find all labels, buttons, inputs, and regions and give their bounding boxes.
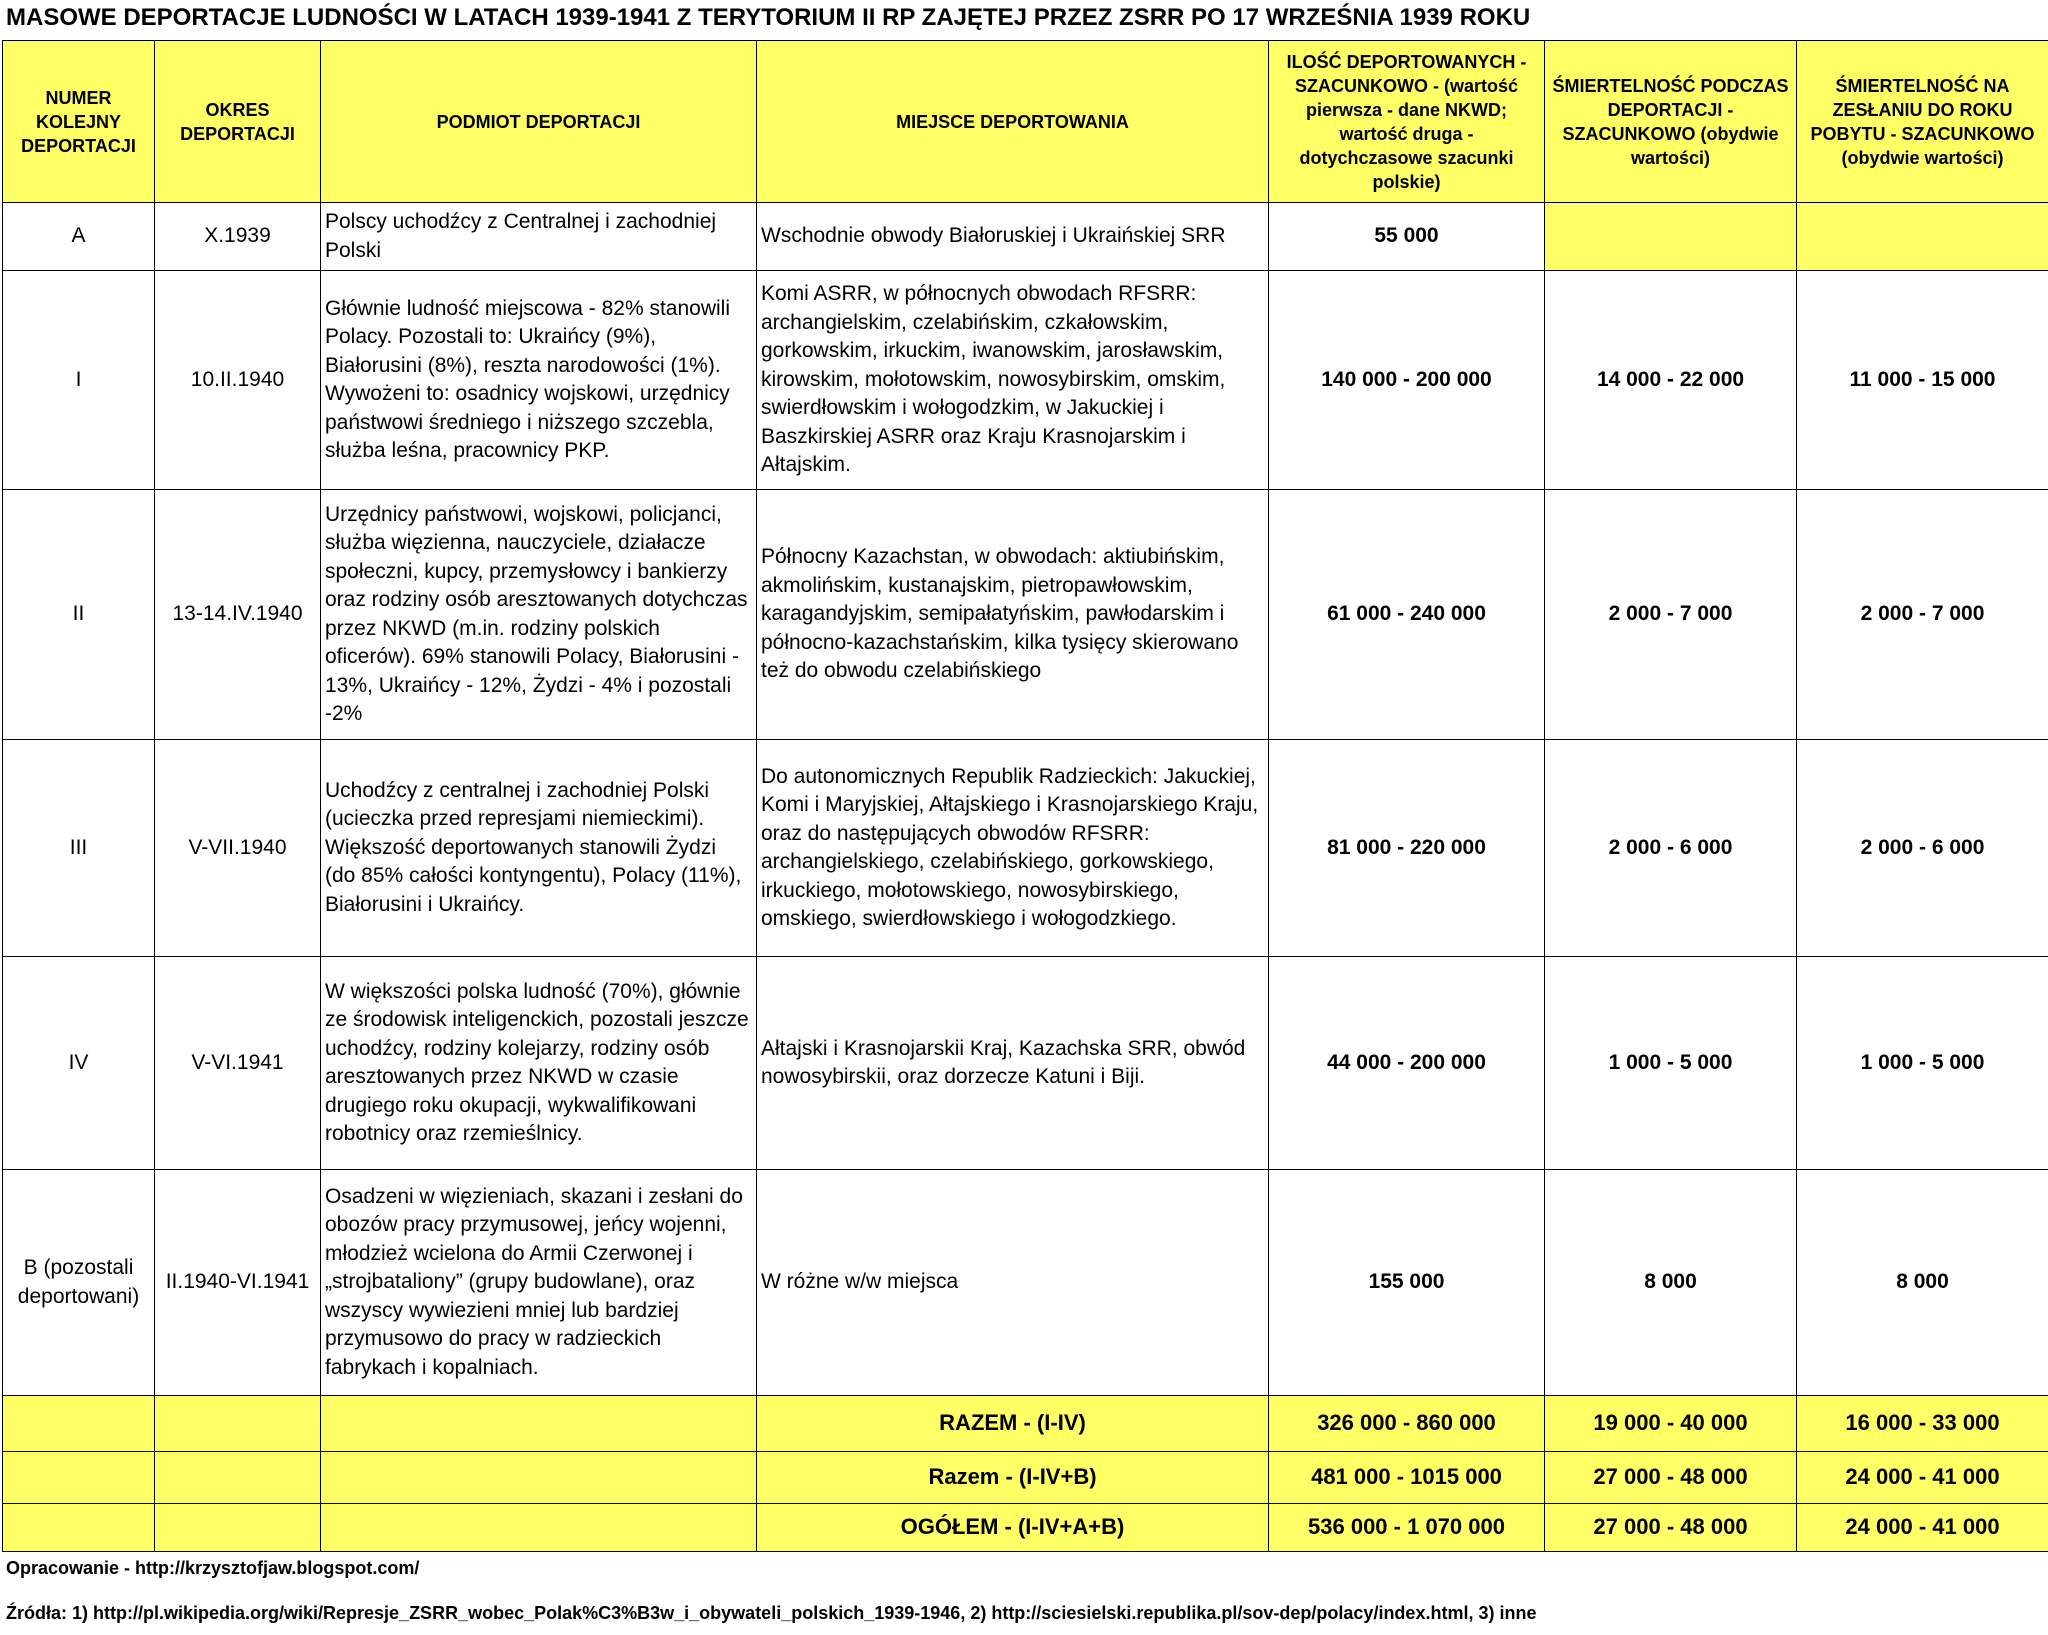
cell-count: 61 000 - 240 000 bbox=[1269, 490, 1545, 740]
cell-count: 81 000 - 220 000 bbox=[1269, 740, 1545, 957]
cell-number: II bbox=[3, 490, 155, 740]
cell-subject: Polscy uchodźcy z Centralnej i zachodniej Polski bbox=[321, 203, 757, 271]
cell-count: 44 000 - 200 000 bbox=[1269, 957, 1545, 1170]
cell-number: B (pozostali deportowani) bbox=[3, 1170, 155, 1396]
header-subject: PODMIOT DEPORTACJI bbox=[321, 41, 757, 203]
cell-empty bbox=[155, 1452, 321, 1504]
cell-empty bbox=[155, 1504, 321, 1552]
footer-sources: Źródła: 1) http://pl.wikipedia.org/wiki/Represje_ZSRR_wobec_Polak%C3%B3w_i_obywateli_polskich_1939-1946, 2) http://sciesielski.republika.pl/sov-dep/polacy/index.html, 3) inne bbox=[6, 1603, 1537, 1623]
cell-death-exile: 2 000 - 6 000 bbox=[1797, 740, 2048, 957]
header-death-deportation: ŚMIERTELNOŚĆ PODCZAS DEPORTACJI - SZACUNKOWO (obydwie wartości) bbox=[1545, 41, 1797, 203]
summary-label: RAZEM - (I-IV) bbox=[757, 1396, 1269, 1452]
deportation-table bbox=[2, 40, 2048, 1552]
summary-death-exile: 24 000 - 41 000 bbox=[1797, 1452, 2048, 1504]
cell-death-deportation: 2 000 - 7 000 bbox=[1545, 490, 1797, 740]
cell-subject: Osadzeni w więzieniach, skazani i zesłani do obozów pracy przymusowej, jeńcy wojenni, młodzież wcielona do Armii Czerwonej i „strojbataliony” (grupy budowlane), oraz wszyscy wywiezieni mniej lub bardziej przymusowo do pracy w radzieckich fabrykach i kopalniach. bbox=[321, 1170, 757, 1396]
cell-period: V-VII.1940 bbox=[155, 740, 321, 957]
cell-empty bbox=[321, 1452, 757, 1504]
cell-number: IV bbox=[3, 957, 155, 1170]
cell-empty bbox=[3, 1452, 155, 1504]
summary-death-deportation: 27 000 - 48 000 bbox=[1545, 1452, 1797, 1504]
summary-death-deportation: 19 000 - 40 000 bbox=[1545, 1396, 1797, 1452]
cell-count: 140 000 - 200 000 bbox=[1269, 271, 1545, 490]
cell-death-deportation bbox=[1545, 203, 1797, 271]
cell-count: 155 000 bbox=[1269, 1170, 1545, 1396]
cell-number: A bbox=[3, 203, 155, 271]
summary-label: OGÓŁEM - (I-IV+A+B) bbox=[757, 1504, 1269, 1552]
table-row bbox=[3, 271, 2048, 490]
header-place: MIEJSCE DEPORTOWANIA bbox=[757, 41, 1269, 203]
cell-subject: Uchodźcy z centralnej i zachodniej Polski (ucieczka przed represjami niemieckimi). Większość deportowanych stanowili Żydzi (do 85% całości kontyngentu), Polacy (11%), Białorusini i Ukraińcy. bbox=[321, 740, 757, 957]
cell-empty bbox=[155, 1396, 321, 1452]
summary-label: Razem - (I-IV+B) bbox=[757, 1452, 1269, 1504]
cell-period: II.1940-VI.1941 bbox=[155, 1170, 321, 1396]
cell-period: V-VI.1941 bbox=[155, 957, 321, 1170]
summary-row bbox=[3, 1396, 2048, 1452]
page-title: MASOWE DEPORTACJE LUDNOŚCI W LATACH 1939-1941 Z TERYTORIUM II RP ZAJĘTEJ PRZEZ ZSRR PO 17 WRZEŚNIA 1939 ROKU bbox=[6, 4, 1531, 31]
header-count: ILOŚĆ DEPORTOWANYCH - SZACUNKOWO - (wartość pierwsza - dane NKWD; wartość druga - dotychczasowe szacunki polskie) bbox=[1269, 41, 1545, 203]
header-death-exile: ŚMIERTELNOŚĆ NA ZESŁANIU DO ROKU POBYTU - SZACUNKOWO (obydwie wartości) bbox=[1797, 41, 2048, 203]
cell-place: Komi ASRR, w północnych obwodach RFSRR: archangielskim, czelabińskim, czkałowskim, gorkowskim, irkuckim, iwanowskim, jarosławskim, kirowskim, mołotowskim, nowosybirskim, omskim, swierdłowskim i wołogodzkim, w Jakuckiej i Baszkirskiej ASRR oraz Kraju Krasnojarskim i Ałtajskim. bbox=[757, 271, 1269, 490]
cell-number: I bbox=[3, 271, 155, 490]
footer-author: Opracowanie - http://krzysztofjaw.blogspot.com/ bbox=[6, 1558, 420, 1578]
cell-place: Wschodnie obwody Białoruskiej i Ukraińskiej SRR bbox=[757, 203, 1269, 271]
cell-empty bbox=[321, 1504, 757, 1552]
summary-row bbox=[3, 1452, 2048, 1504]
cell-period: X.1939 bbox=[155, 203, 321, 271]
cell-empty bbox=[3, 1396, 155, 1452]
header-period: OKRES DEPORTACJI bbox=[155, 41, 321, 203]
summary-death-exile: 24 000 - 41 000 bbox=[1797, 1504, 2048, 1552]
cell-number: III bbox=[3, 740, 155, 957]
summary-row bbox=[3, 1504, 2048, 1552]
cell-subject: Głównie ludność miejscowa - 82% stanowili Polacy. Pozostali to: Ukraińcy (9%), Białorusini (8%), reszta narodowości (1%). Wywożeni to: osadnicy wojskowi, urzędnicy państwowi średniego i niższego szczebla, służba leśna, pracownicy PKP. bbox=[321, 271, 757, 490]
header-row bbox=[3, 41, 2048, 203]
cell-place: Do autonomicznych Republik Radzieckich: Jakuckiej, Komi i Maryjskiej, Ałtajskiego i Krasnojarskiego Kraju, oraz do następujących obwodów RFSRR: archangielskiego, czelabińskiego, gorkowskiego, irkuckiego, mołotowskiego, nowosybirskiego, omskiego, swierdłowskiego i wołogodzkiego. bbox=[757, 740, 1269, 957]
cell-count: 55 000 bbox=[1269, 203, 1545, 271]
cell-place: Północny Kazachstan, w obwodach: aktiubińskim, akmolińskim, kustanajskim, pietropawłowskim, karagandyjskim, semipałatyńskim, pawłodarskim i północno-kazachstańskim, kilka tysięcy skierowano też do obwodu czelabińskiego bbox=[757, 490, 1269, 740]
cell-death-exile: 1 000 - 5 000 bbox=[1797, 957, 2048, 1170]
cell-death-deportation: 2 000 - 6 000 bbox=[1545, 740, 1797, 957]
cell-empty bbox=[3, 1504, 155, 1552]
summary-death-deportation: 27 000 - 48 000 bbox=[1545, 1504, 1797, 1552]
table-row bbox=[3, 1170, 2048, 1396]
cell-empty bbox=[321, 1396, 757, 1452]
table-row bbox=[3, 957, 2048, 1170]
cell-death-exile: 11 000 - 15 000 bbox=[1797, 271, 2048, 490]
cell-death-exile bbox=[1797, 203, 2048, 271]
cell-death-exile: 2 000 - 7 000 bbox=[1797, 490, 2048, 740]
cell-death-exile: 8 000 bbox=[1797, 1170, 2048, 1396]
cell-subject: W większości polska ludność (70%), głównie ze środowisk inteligenckich, pozostali jeszcze uchodźcy, rodziny kolejarzy, rodziny osób aresztowanych przez NKWD w czasie drugiego roku okupacji, wykwalifikowani robotnicy oraz rzemieślnicy. bbox=[321, 957, 757, 1170]
header-number: NUMER KOLEJNY DEPORTACJI bbox=[3, 41, 155, 203]
cell-subject: Urzędnicy państwowi, wojskowi, policjanci, służba więzienna, nauczyciele, działacze społeczni, kupcy, przemysłowcy i bankierzy oraz rodziny osób aresztowanych dotychczas przez NKWD (m.in. rodziny polskich oficerów). 69% stanowili Polacy, Białorusini - 13%, Ukraińcy - 12%, Żydzi - 4% i pozostali -2% bbox=[321, 490, 757, 740]
summary-death-exile: 16 000 - 33 000 bbox=[1797, 1396, 2048, 1452]
cell-death-deportation: 1 000 - 5 000 bbox=[1545, 957, 1797, 1170]
cell-death-deportation: 8 000 bbox=[1545, 1170, 1797, 1396]
cell-period: 13-14.IV.1940 bbox=[155, 490, 321, 740]
cell-place: W różne w/w miejsca bbox=[757, 1170, 1269, 1396]
cell-death-deportation: 14 000 - 22 000 bbox=[1545, 271, 1797, 490]
table-row bbox=[3, 203, 2048, 271]
summary-count: 326 000 - 860 000 bbox=[1269, 1396, 1545, 1452]
cell-period: 10.II.1940 bbox=[155, 271, 321, 490]
summary-count: 536 000 - 1 070 000 bbox=[1269, 1504, 1545, 1552]
cell-place: Ałtajski i Krasnojarskii Kraj, Kazachska SRR, obwód nowosybirskii, oraz dorzecze Katuni i Biji. bbox=[757, 957, 1269, 1170]
table-row bbox=[3, 490, 2048, 740]
table-row bbox=[3, 740, 2048, 957]
summary-count: 481 000 - 1015 000 bbox=[1269, 1452, 1545, 1504]
